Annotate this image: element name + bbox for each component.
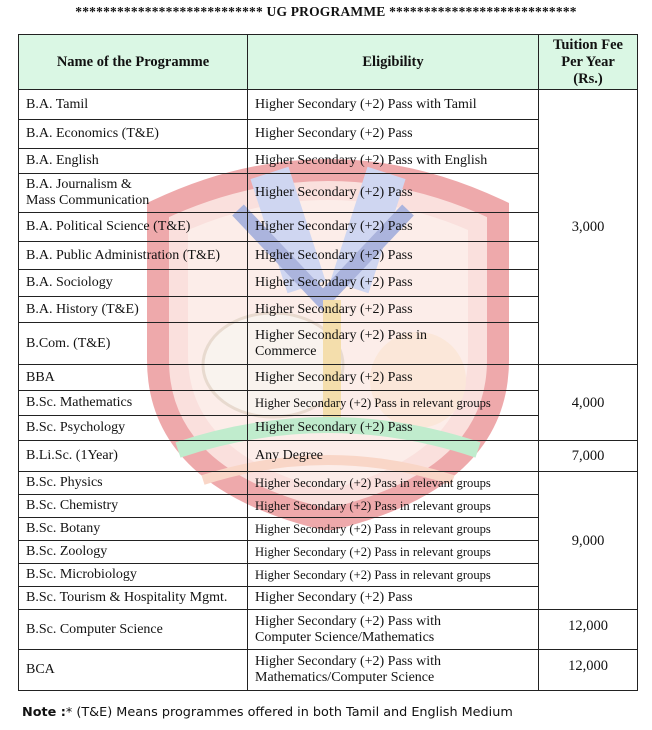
fee-header-line2: Per Year [561, 53, 615, 70]
programme-name: B.Sc. Chemistry [19, 495, 248, 518]
eligibility-text: Higher Secondary (+2) Pass [248, 365, 539, 391]
eligibility-text: Higher Secondary (+2) Pass in relevant groups [248, 541, 539, 564]
eligibility-text: Higher Secondary (+2) Pass with Tamil [248, 90, 539, 120]
programme-name: B.A. Sociology [19, 270, 248, 297]
tuition-fee: 3,000 [539, 90, 638, 365]
eligibility-line2: Computer Science/Mathematics [255, 629, 435, 645]
programme-name-line1: B.A. Journalism & [26, 177, 132, 192]
table-row [19, 441, 638, 472]
programme-name: B.Sc. Tourism & Hospitality Mgmt. [19, 587, 248, 610]
programme-name: B.Li.Sc. (1Year) [19, 441, 248, 472]
eligibility-text [248, 323, 539, 365]
programme-name: B.Sc. Physics [19, 472, 248, 495]
column-header-programme: Name of the Programme [19, 35, 248, 90]
programme-name: B.A. History (T&E) [19, 297, 248, 323]
programme-name: BBA [19, 365, 248, 391]
table-row [19, 365, 638, 391]
column-header-eligibility: Eligibility [248, 35, 539, 90]
tuition-fee: 12,000 [539, 650, 638, 691]
ug-programme-table [18, 34, 638, 691]
eligibility-text: Higher Secondary (+2) Pass [248, 416, 539, 441]
programme-name: B.A. Economics (T&E) [19, 120, 248, 149]
tuition-fee: 4,000 [539, 365, 638, 441]
eligibility-text: Higher Secondary (+2) Pass in relevant groups [248, 472, 539, 495]
page-heading: *************************** UG PROGRAMME *************************** [75, 4, 577, 19]
programme-name [19, 174, 248, 213]
programme-name: B.A. Tamil [19, 90, 248, 120]
eligibility-text [248, 610, 539, 650]
note-text: * (T&E) Means programmes offered in both Tamil and English Medium [65, 705, 513, 720]
table-row [19, 650, 638, 691]
note-label: Note : [22, 705, 66, 720]
eligibility-text: Higher Secondary (+2) Pass [248, 270, 539, 297]
tuition-fee: 7,000 [539, 441, 638, 472]
programme-name-line2: Mass Communication [26, 193, 150, 208]
programme-name: B.Sc. Microbiology [19, 564, 248, 587]
programme-name: B.Sc. Psychology [19, 416, 248, 441]
eligibility-text: Higher Secondary (+2) Pass with English [248, 149, 539, 174]
eligibility-text [248, 650, 539, 691]
eligibility-line1: Higher Secondary (+2) Pass with [255, 613, 441, 629]
eligibility-text: Any Degree [248, 441, 539, 472]
eligibility-text: Higher Secondary (+2) Pass in relevant groups [248, 391, 539, 416]
programme-name: B.Sc. Mathematics [19, 391, 248, 416]
eligibility-line2: Commerce [255, 343, 317, 359]
eligibility-text: Higher Secondary (+2) Pass [248, 297, 539, 323]
table-row [19, 472, 638, 495]
programme-name: B.Sc. Zoology [19, 541, 248, 564]
table-header-row [19, 35, 638, 90]
eligibility-text: Higher Secondary (+2) Pass [248, 120, 539, 149]
table-row [19, 610, 638, 650]
tuition-fee: 9,000 [539, 472, 638, 610]
eligibility-text: Higher Secondary (+2) Pass in relevant groups [248, 518, 539, 541]
eligibility-line1: Higher Secondary (+2) Pass with [255, 654, 441, 669]
table-row [19, 90, 638, 120]
eligibility-text: Higher Secondary (+2) Pass [248, 587, 539, 610]
eligibility-text: Higher Secondary (+2) Pass in relevant groups [248, 495, 539, 518]
column-header-fee [539, 35, 638, 90]
eligibility-line1: Higher Secondary (+2) Pass in [255, 327, 427, 343]
programme-name: B.A. Political Science (T&E) [19, 213, 248, 242]
programme-name: B.Sc. Computer Science [19, 610, 248, 650]
programme-name: BCA [19, 650, 248, 691]
programme-name: B.Sc. Botany [19, 518, 248, 541]
programme-name: B.A. English [19, 149, 248, 174]
eligibility-text: Higher Secondary (+2) Pass [248, 174, 539, 213]
eligibility-text: Higher Secondary (+2) Pass in relevant groups [248, 564, 539, 587]
fee-header-line3: (Rs.) [573, 70, 603, 87]
eligibility-text: Higher Secondary (+2) Pass [248, 242, 539, 270]
programme-name: B.Com. (T&E) [19, 323, 248, 365]
tuition-fee: 12,000 [539, 610, 638, 650]
eligibility-text: Higher Secondary (+2) Pass [248, 213, 539, 242]
eligibility-line2: Mathematics/Computer Science [255, 670, 435, 685]
fee-header-line1: Tuition Fee [553, 36, 623, 53]
programme-name: B.A. Public Administration (T&E) [19, 242, 248, 270]
footnote [22, 705, 513, 720]
